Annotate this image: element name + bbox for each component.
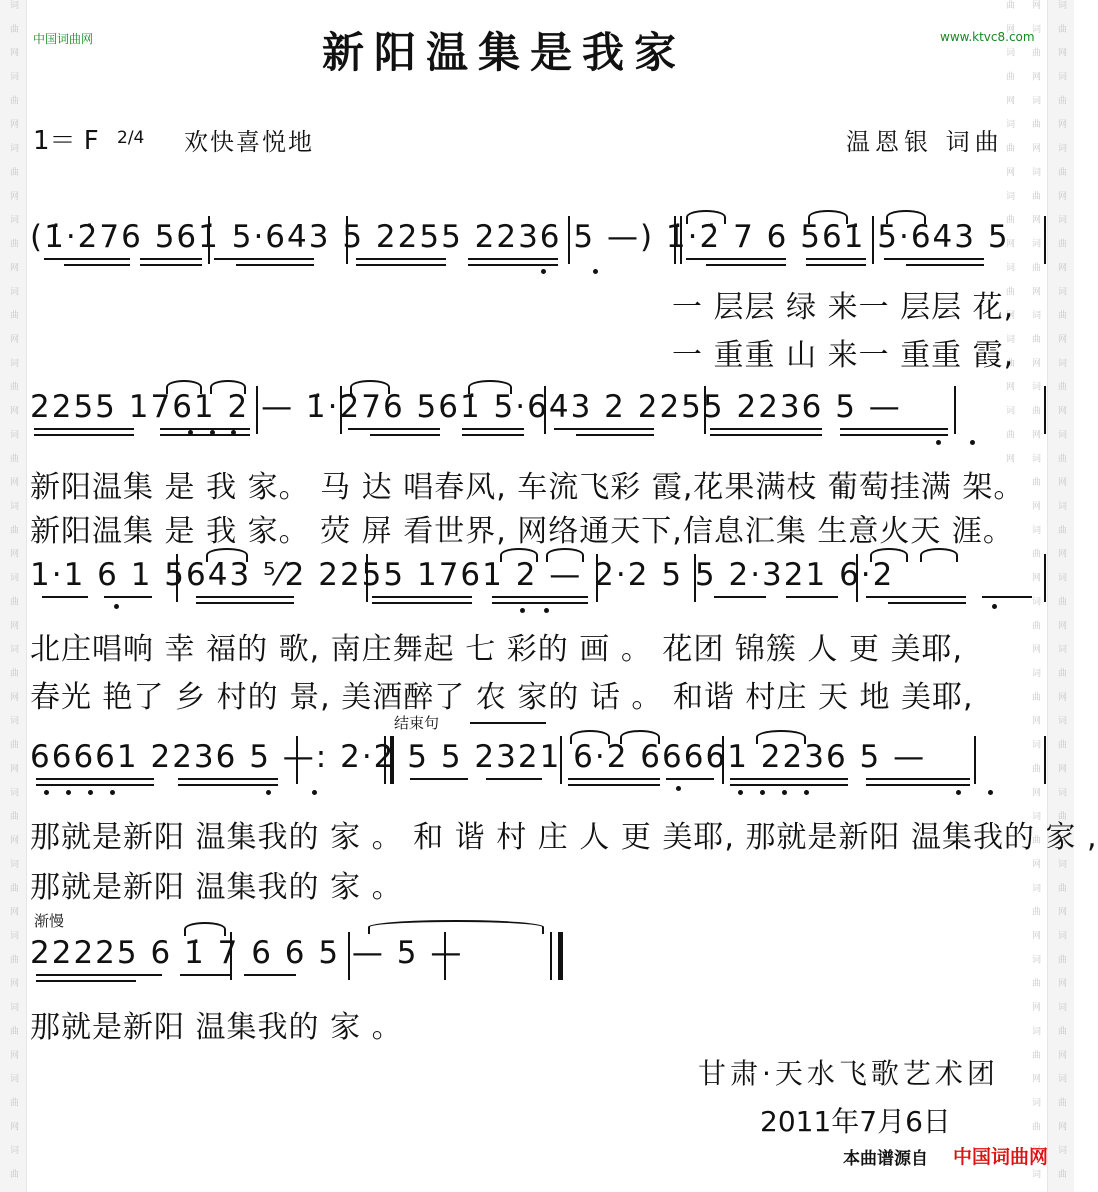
lyric-row1-verse2: 一 重重 山 来一 重重 霞, — [672, 338, 1015, 373]
low-octave-dot — [544, 608, 549, 613]
lyric-row5: 那就是新阳 温集我的 家 。 — [30, 1010, 403, 1045]
beam-underline — [244, 974, 296, 976]
lyric-row1-verse1: 一 层层 绿 来一 层层 花, — [672, 290, 1015, 325]
beam-underline — [160, 434, 250, 436]
score-row-3 — [30, 552, 1050, 622]
beam-underline — [486, 778, 542, 780]
beam-underline — [730, 778, 848, 780]
repeat-barline-thick — [390, 736, 394, 784]
beam-underline — [196, 596, 294, 598]
beam-underline — [840, 428, 948, 430]
beam-underline — [666, 778, 714, 780]
barline — [694, 554, 696, 602]
beam-underline — [36, 778, 154, 780]
left-watermark-strip — [0, 0, 27, 1192]
slur — [468, 380, 512, 394]
beam-underline — [806, 264, 866, 266]
beam-underline — [356, 264, 446, 266]
notation-line-3: 1·1 6 1 5643 ⁵⁄2 2255 1761 2 — 2·2 5 5 2·321 6·2 — [30, 557, 895, 593]
low-octave-dot — [738, 790, 743, 795]
barline — [296, 736, 298, 784]
beam-underline — [866, 778, 970, 780]
beam-underline — [866, 784, 970, 786]
beam-underline — [554, 428, 654, 430]
beam-underline — [36, 974, 162, 976]
low-octave-dot — [956, 790, 961, 795]
low-octave-dot — [988, 790, 993, 795]
beam-underline — [178, 784, 278, 786]
beam-underline — [370, 434, 440, 436]
beam-underline — [42, 596, 88, 598]
beam-underline — [710, 434, 822, 436]
final-barline — [550, 932, 552, 980]
beam-underline — [64, 264, 130, 266]
low-octave-dot — [970, 440, 975, 445]
barline — [560, 736, 562, 784]
beam-underline — [568, 778, 660, 780]
barline — [1044, 386, 1046, 434]
barline — [1044, 554, 1046, 602]
low-octave-dot — [992, 604, 997, 609]
watermark-text-left: 词 曲 网 词 曲 网 词 曲 网 词 曲 网 词 曲 网 词 曲 网 词 曲 网 词 曲 网 词 曲 网 词 曲 网 词 曲 网 词 曲 网 词 曲 网 词 曲 网 词 曲 网 词 曲 网 词 曲 — [8, 0, 18, 1185]
beam-underline — [888, 602, 966, 604]
song-title: 新阳温集是我家 — [322, 28, 687, 77]
beam-underline — [568, 784, 660, 786]
slur — [886, 210, 926, 224]
beam-underline — [104, 596, 152, 598]
low-octave-dot — [593, 269, 598, 274]
lyric-row4-verse1: 那就是新阳 温集我的 家 。 和 谐 村 庄 人 更 美耶, 那就是新阳 温集我的 家 , — [30, 820, 1098, 855]
low-octave-dot — [266, 790, 271, 795]
barline — [1044, 216, 1046, 264]
barline — [348, 932, 350, 980]
barline — [568, 216, 570, 264]
score-row-1 — [30, 214, 1050, 284]
beam-underline — [44, 258, 130, 260]
beam-underline — [686, 258, 786, 260]
beam-underline — [730, 784, 848, 786]
slur — [184, 922, 226, 936]
beam-underline — [866, 596, 966, 598]
beam-underline — [348, 428, 440, 430]
beam-underline — [576, 434, 654, 436]
beam-underline — [982, 596, 1032, 598]
slur — [166, 380, 202, 394]
low-octave-dot — [312, 790, 317, 795]
beam-underline — [236, 264, 314, 266]
ending-bracket — [470, 722, 546, 724]
lyric-row2-verse2: 新阳温集 是 我 家。 荧 屏 看世界, 网络通天下,信息汇集 生意火天 涯。 — [30, 514, 1014, 549]
time-signature: 2/4 — [117, 128, 145, 148]
ritardando-label: 渐慢 — [34, 912, 65, 930]
low-octave-dot — [88, 790, 93, 795]
barline — [366, 554, 368, 602]
slur — [210, 380, 246, 394]
low-octave-dot — [231, 430, 236, 435]
beam-underline — [492, 596, 588, 598]
beam-underline — [356, 258, 446, 260]
key-signature: 1＝ F — [33, 126, 99, 156]
final-barline-thick — [558, 932, 563, 980]
slur — [206, 548, 248, 562]
slur — [546, 548, 584, 562]
barline — [974, 736, 976, 784]
beam-underline — [786, 596, 838, 598]
beam-underline — [710, 428, 822, 430]
beam-underline — [468, 264, 558, 266]
low-octave-dot — [760, 790, 765, 795]
low-octave-dot — [66, 790, 71, 795]
barline — [680, 216, 682, 264]
beam-underline — [492, 602, 588, 604]
barline — [1044, 736, 1046, 784]
date-line: 2011年7月6日 — [760, 1105, 951, 1138]
low-octave-dot — [782, 790, 787, 795]
composer-credit: 温恩银 词曲 — [846, 128, 1004, 156]
low-octave-dot — [541, 269, 546, 274]
watermark-text-right: 词 曲 网 词 曲 网 词 曲 网 词 曲 网 词 曲 网 词 曲 网 词 曲 网 词 曲 网 词 曲 网 词 曲 网 词 曲 网 词 曲 网 词 曲 网 词 曲 网 词 曲 网 词 曲 网 词 曲 网 词 曲 网 词 曲 网 词 曲 网 词 曲 网 词 曲 网 词 曲 网 词 曲 网 词 曲 网 词 曲 网 词 曲 网 词 曲 网 词 曲 网 词 曲 网 词 曲 网 词 曲 网 词 曲 网 词 曲 网 词 曲 网 词 曲 网 词 曲 网 词 曲 网 词 曲 网 词 曲 网 — [1004, 0, 1066, 1185]
beam-underline — [462, 434, 524, 436]
beam-underline — [36, 980, 136, 982]
barline — [674, 216, 676, 264]
beam-underline — [372, 602, 472, 604]
low-octave-dot — [188, 430, 193, 435]
ending-label: 结束句 — [394, 714, 440, 732]
low-octave-dot — [936, 440, 941, 445]
barline — [208, 216, 210, 264]
score-row-5 — [30, 930, 1050, 1000]
slur — [808, 210, 848, 224]
barline — [596, 554, 598, 602]
barline — [340, 386, 342, 434]
barline — [954, 386, 956, 434]
beam-underline — [196, 602, 294, 604]
beam-underline — [806, 258, 866, 260]
beam-underline — [706, 264, 786, 266]
beam-underline — [462, 428, 524, 430]
beam-underline — [214, 258, 314, 260]
barline — [722, 736, 724, 784]
beam-underline — [180, 974, 230, 976]
barline — [230, 932, 232, 980]
slur — [756, 730, 806, 744]
barline — [872, 216, 874, 264]
beam-underline — [34, 428, 134, 430]
beam-underline — [372, 596, 472, 598]
source-label: 本曲谱源自 — [843, 1149, 928, 1169]
beam-underline — [714, 596, 766, 598]
barline — [176, 554, 178, 602]
slur — [500, 548, 538, 562]
beam-underline — [468, 258, 558, 260]
beam-underline — [160, 428, 250, 430]
low-octave-dot — [520, 608, 525, 613]
low-octave-dot — [44, 790, 49, 795]
slur — [870, 548, 908, 562]
low-octave-dot — [114, 604, 119, 609]
slur — [920, 548, 958, 562]
slur — [686, 210, 726, 224]
right-watermark-strip — [1004, 0, 1074, 1192]
slur — [620, 730, 660, 744]
site-name-left: 中国词曲网 — [33, 32, 94, 46]
lyric-row4-verse2: 那就是新阳 温集我的 家 。 — [30, 870, 403, 905]
site-url-right: www.ktvc8.com — [940, 30, 1035, 44]
low-octave-dot — [676, 786, 681, 791]
notation-line-1: (1̇·2̇76 561̇ 5·643 5 2255 2236 5 —) 1̇·2̇ 7 6 561̇ 5·643 5 — [30, 219, 1010, 255]
score-row-4 — [30, 734, 1050, 804]
barline — [856, 554, 858, 602]
barline — [444, 932, 446, 980]
notation-line-4: 66661 2236 5 —: 2·2 5 5 2321 6·2 66661 2236 5 — — [30, 739, 927, 775]
slur — [570, 730, 610, 744]
performer-org: 甘肃·天水飞歌艺术团 — [698, 1057, 999, 1090]
beam-underline — [34, 434, 134, 436]
notation-line-5: 22225 6 1̇ 7 6 6 5 — 5 — — [30, 935, 464, 971]
barline — [346, 216, 348, 264]
lyric-row2-verse1: 新阳温集 是 我 家。 马 达 唱春风, 车流飞彩 霞,花果满枝 葡萄挂满 架。 — [30, 470, 1025, 505]
low-octave-dot — [110, 790, 115, 795]
beam-underline — [36, 784, 154, 786]
barline — [256, 386, 258, 434]
low-octave-dot — [804, 790, 809, 795]
beam-underline — [884, 258, 984, 260]
lyric-row3-verse2: 春光 艳了 乡 村的 景, 美酒醉了 农 家的 话 。 和谐 村庄 天 地 美耶, — [30, 680, 974, 715]
beam-underline — [840, 434, 948, 436]
low-octave-dot — [210, 430, 215, 435]
score-row-2 — [30, 384, 1050, 454]
lyric-row3-verse1: 北庄唱响 幸 福的 歌, 南庄舞起 七 彩的 画 。 花团 锦簇 人 更 美耶, — [30, 632, 964, 667]
source-site-link[interactable]: 中国词曲网 — [953, 1146, 1049, 1168]
tempo-marking: 欢快喜悦地 — [184, 128, 314, 156]
beam-underline — [178, 778, 278, 780]
beam-underline — [906, 264, 984, 266]
beam-underline — [140, 264, 202, 266]
beam-underline — [140, 258, 202, 260]
barline — [544, 386, 546, 434]
slur — [350, 380, 390, 394]
notation-line-2: 2255 1761 2 — 1̇·2̇76 561̇ 5·643 2 2255 2236 5 — — [30, 389, 902, 425]
beam-underline — [410, 778, 468, 780]
repeat-barline — [384, 736, 386, 784]
barline — [704, 386, 706, 434]
